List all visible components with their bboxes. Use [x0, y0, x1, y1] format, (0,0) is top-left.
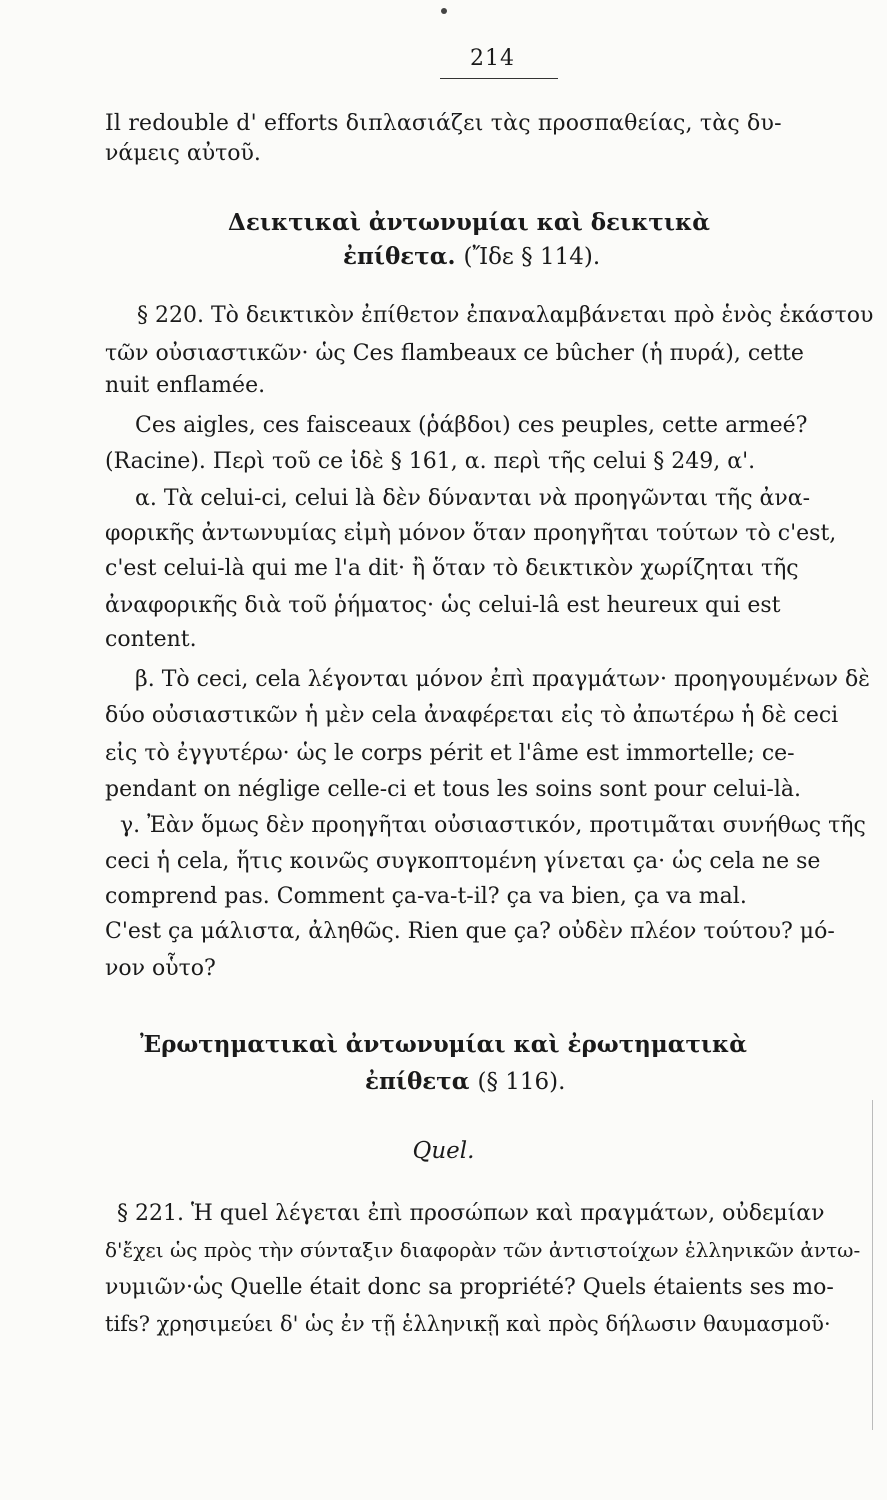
page-number: 214: [470, 46, 515, 71]
s1-line-19: νον οὗτο?: [105, 956, 216, 981]
section1-heading-ref: (Ἴδε § 114).: [463, 244, 601, 270]
s1-line-5: (Racine). Περὶ τοῦ ce ἰδὲ § 161, α. περὶ τῆς celui § 249, α'.: [105, 449, 756, 474]
s2-line-3: νυμιῶν·ὡς Quelle était donc sa propriété? Quels étaients ses mo-: [105, 1275, 834, 1300]
s1-line-18: C'est ça μάλιστα, ἀληθῶς. Rien que ça? οὐδὲν πλέον τούτου? μό-: [105, 919, 835, 944]
section2-heading-line-2: [365, 1067, 565, 1097]
s1-line-15: γ. Ἐὰν ὅμως δὲν προηγῆται οὐσιαστικόν, προτιμᾶται συνήθως τῆς: [120, 813, 866, 838]
section2-heading-word: ἐπίθετα: [365, 1068, 470, 1095]
page-edge-shadow: [872, 1100, 873, 1430]
s1-line-12: δύο οὐσιαστικῶν ἡ μὲν cela ἀναφέρεται εἰς τὸ ἀπωτέρω ἡ δὲ ceci: [105, 703, 839, 728]
s2-line-2: δ'ἔχει ὡς πρὸς τὴν σύνταξιν διαφορὰν τῶν ἀντιστοίχων ἑλληνικῶν ἀντω-: [105, 1238, 861, 1262]
ink-dot: [441, 8, 447, 14]
intro-line-2: νάμεις αὐτοῦ.: [105, 141, 261, 166]
s1-line-4: Ces aigles, ces faisceaux (ῥάβδοι) ces peuples, cette armeé?: [135, 413, 808, 438]
s1-line-3: nuit enflamée.: [105, 373, 266, 398]
s1-line-1: § 220. Τὸ δεικτικὸν ἐπίθετον ἐπαναλαμβάνεται πρὸ ἑνὸς ἑκάστου: [137, 303, 874, 328]
section1-heading-line-1: Δεικτικαὶ ἀντωνυμίαι καὶ δεικτικὰ: [228, 209, 710, 236]
s1-line-2: τῶν οὐσιαστικῶν· ὡς Ces flambeaux ce bûcher (ἡ πυρά), cette: [105, 341, 804, 366]
s1-line-7: φορικῆς ἀντωνυμίας εἰμὴ μόνον ὅταν προηγῆται τούτων τὸ c'est,: [105, 521, 837, 546]
section1-heading-line-2: [343, 242, 600, 272]
s2-line-1: § 221. Ἡ quel λέγεται ἐπὶ προσώπων καὶ πραγμάτων, οὐδεμίαν: [117, 1201, 825, 1226]
intro-line-1: Il redouble d' efforts διπλασιάζει τὰς προσπαθείας, τὰς δυ-: [105, 111, 782, 136]
s1-line-17: comprend pas. Comment ça-va-t-il? ça va bien, ça va mal.: [105, 884, 747, 909]
s2-line-4: tifs? χρησιμεύει δ' ὡς ἐν τῇ ἑλληνικῇ καὶ πρὸς δήλωσιν θαυμασμοῦ·: [105, 1312, 831, 1336]
s1-line-8: c'est celui-là qui me l'a dit· ἢ ὅταν τὸ δεικτικὸν χωρίζηται τῆς: [105, 556, 799, 581]
section2-subtitle: Quel.: [412, 1138, 475, 1164]
s1-line-6: α. Τὰ celui-ci, celui là δὲν δύνανται νὰ προηγῶνται τῆς ἀνα-: [135, 486, 811, 511]
s1-line-10: content.: [105, 627, 197, 652]
s1-line-16: ceci ἡ cela, ἥτις κοινῶς συγκοπτομένη γίνεται ça· ὡς cela ne se: [105, 849, 821, 874]
section2-heading-line-1: Ἐρωτηματικαὶ ἀντωνυμίαι καὶ ἐρωτηματικὰ: [140, 1031, 747, 1058]
s1-line-13: εἰς τὸ ἐγγυτέρω· ὡς le corps périt et l'âme est immortelle; ce-: [105, 741, 795, 766]
page-number-rule: [440, 78, 558, 79]
section1-heading-word: ἐπίθετα.: [343, 243, 456, 270]
s1-line-11: β. Τὸ ceci, cela λέγονται μόνον ἐπὶ πραγμάτων· προηγουμένων δὲ: [135, 667, 870, 692]
section2-heading-ref: (§ 116).: [477, 1069, 566, 1095]
s1-line-9: ἀναφορικῆς διὰ τοῦ ῥήματος· ὡς celui-lâ est heureux qui est: [105, 593, 781, 618]
s1-line-14: pendant on néglige celle-ci et tous les soins sont pour celui-là.: [105, 777, 801, 802]
